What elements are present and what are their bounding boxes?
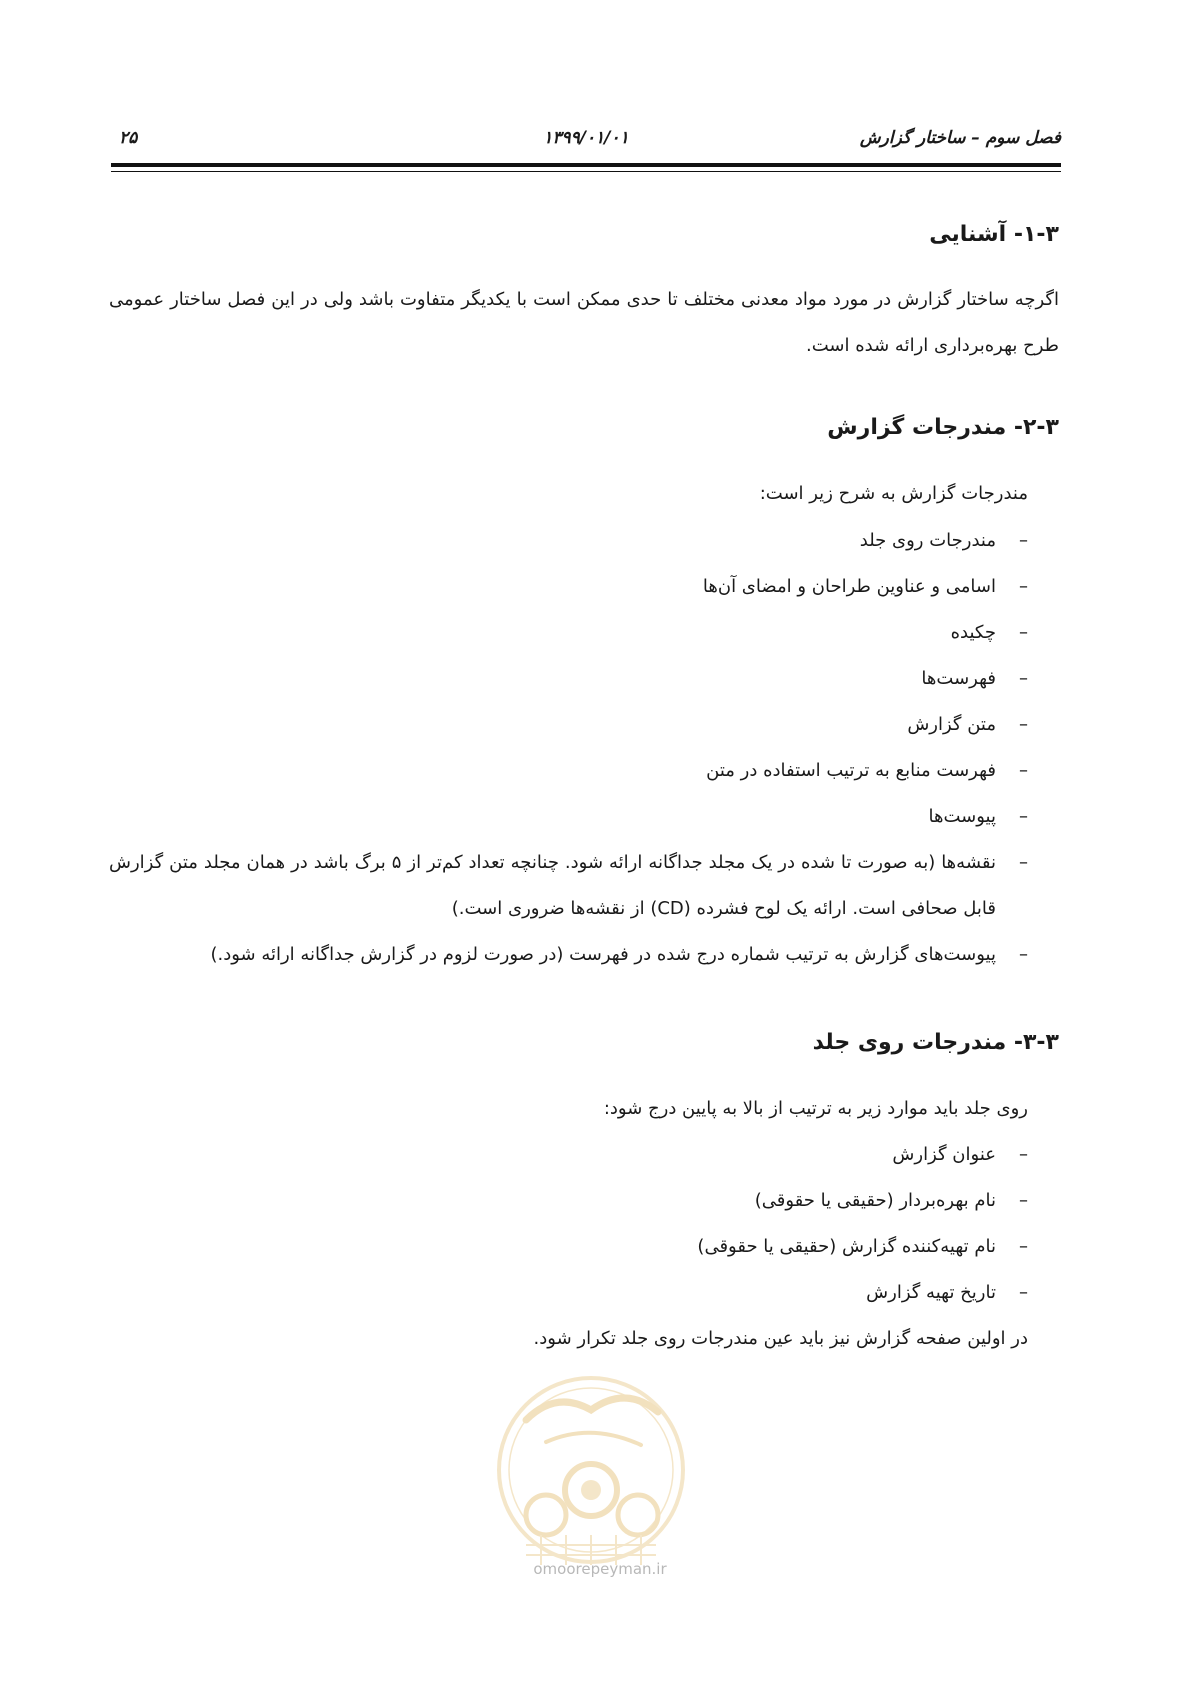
list-marker: – <box>1019 1236 1028 1257</box>
introduction-paragraph: اگرچه ساختار گزارش در مورد مواد معدنی مختلف تا حدی ممکن است با یکدیگر متفاوت باشد ولی در این فصل ساختار عمومی طرح بهره‌برداری ارائه شده است. <box>109 289 1059 356</box>
cover-contents-intro: روی جلد باید موارد زیر به ترتیب از بالا به پایین درج شود: <box>603 1098 1028 1119</box>
list-item: –متن گزارش <box>907 714 1028 735</box>
list-item: –پیوست‌های گزارش به ترتیب شماره درج شده در فهرست (در صورت لزوم در گزارش جداگانه ارائه شود.) <box>210 944 1028 965</box>
section-heading-introduction: ۱-۳- آشنایی <box>929 222 1059 247</box>
watermark-logo <box>486 1350 696 1590</box>
list-item: – نقشه‌ها (به صورت تا شده در یک مجلد جداگانه ارائه شود. چنانچه تعداد کم‌تر از ۵ برگ باشد در همان مجلد متن گزارش قابل صحافی است. ارائه یک لوح فشرده (CD) از نقشه‌ها ضروری است.) <box>109 840 1028 932</box>
list-item: –تاریخ تهیه گزارش <box>866 1282 1028 1303</box>
list-item: –چکیده <box>950 622 1028 643</box>
cover-contents-closing: در اولین صفحه گزارش نیز باید عین مندرجات روی جلد تکرار شود. <box>533 1328 1028 1349</box>
header-rule-thick <box>111 163 1061 167</box>
list-item: –فهرست‌ها <box>921 668 1028 689</box>
list-marker: – <box>1019 944 1028 965</box>
list-marker: – <box>1019 852 1028 873</box>
list-marker: – <box>1019 668 1028 689</box>
list-marker: – <box>1019 576 1028 597</box>
list-marker: – <box>1019 714 1028 735</box>
running-header <box>111 128 1061 158</box>
chapter-title: فصل سوم – ساختار گزارش <box>859 128 1061 148</box>
list-item: –نام تهیه‌کننده گزارش (حقیقی یا حقوقی) <box>697 1236 1028 1257</box>
list-marker: – <box>1019 622 1028 643</box>
section-heading-report-contents: ۲-۳- مندرجات گزارش <box>827 415 1059 440</box>
list-marker: – <box>1019 530 1028 551</box>
list-item: –نام بهره‌بردار (حقیقی یا حقوقی) <box>754 1190 1028 1211</box>
list-marker: – <box>1019 760 1028 781</box>
list-item: –عنوان گزارش <box>892 1144 1028 1165</box>
list-item: –فهرست منابع به ترتیب استفاده در متن <box>706 760 1028 781</box>
list-marker: – <box>1019 1282 1028 1303</box>
list-marker: – <box>1019 1144 1028 1165</box>
list-item: –مندرجات روی جلد <box>859 530 1028 551</box>
header-rule-thin <box>111 171 1061 172</box>
page-number: ۲۵ <box>119 128 138 148</box>
watermark-site: omoorepeyman.ir <box>533 1560 667 1578</box>
report-contents-intro: مندرجات گزارش به شرح زیر است: <box>759 483 1028 504</box>
list-marker: – <box>1019 1190 1028 1211</box>
list-item: –اسامی و عناوین طراحان و امضای آن‌ها <box>702 576 1028 597</box>
section-heading-cover-contents: ۳-۳- مندرجات روی جلد <box>812 1030 1059 1055</box>
document-date: ۱۳۹۹/۰۱/۰۱ <box>543 128 629 148</box>
list-item: –پیوست‌ها <box>928 806 1028 827</box>
list-marker: – <box>1019 806 1028 827</box>
